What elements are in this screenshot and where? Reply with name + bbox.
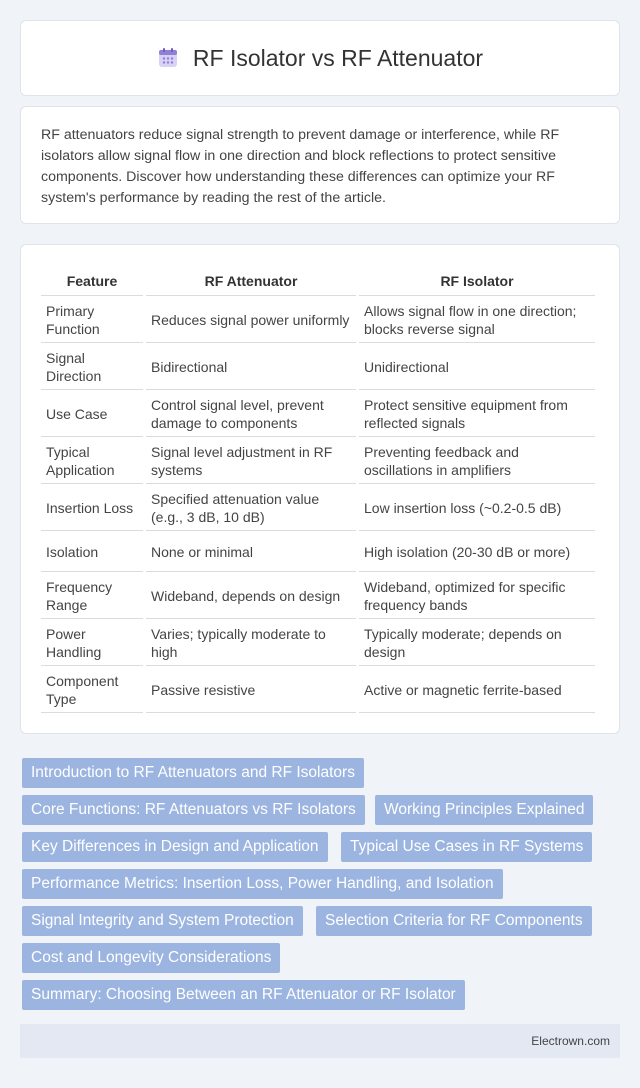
table-row (41, 574, 595, 619)
table-cell-attenuator: Varies; typically moderate to high (146, 621, 356, 666)
table-cell-attenuator: Specified attenuation value (e.g., 3 dB, 10 dB) (146, 486, 356, 531)
tag-key-differences[interactable]: Key Differences in Design and Application (22, 832, 328, 862)
tag-typical-use-cases[interactable]: Typical Use Cases in RF Systems (341, 832, 592, 862)
comparison-table (38, 265, 598, 715)
table-cell-feature: Typical Application (41, 439, 143, 484)
footer-brand[interactable]: Electrown.com (531, 1034, 610, 1048)
tag-cost-longevity[interactable]: Cost and Longevity Considerations (22, 943, 280, 973)
table-cell-attenuator: Reduces signal power uniformly (146, 298, 356, 343)
title-card (20, 20, 620, 96)
table-cell-attenuator: None or minimal (146, 533, 356, 572)
table-cell-feature: Power Handling (41, 621, 143, 666)
table-cell-isolator: Allows signal flow in one direction; blocks reverse signal (359, 298, 595, 343)
intro-text: RF attenuators reduce signal strength to prevent damage or interference, while RF isolators allow signal flow in one direction and block reflections to protect sensitive components. Discover how understanding these differences can optimize your RF system's performance by reading the rest of the article. (41, 127, 560, 206)
tag-selection-criteria[interactable]: Selection Criteria for RF Components (316, 906, 592, 936)
calendar-icon (157, 47, 179, 69)
table-row (41, 486, 595, 531)
table-cell-attenuator: Bidirectional (146, 345, 356, 390)
table-cell-isolator: Low insertion loss (~0.2-0.5 dB) (359, 486, 595, 531)
table-header-row (41, 267, 595, 296)
intro-card (20, 106, 620, 224)
tag-performance-metrics[interactable]: Performance Metrics: Insertion Loss, Power Handling, and Isolation (22, 869, 503, 899)
table-cell-feature: Frequency Range (41, 574, 143, 619)
table-cell-feature: Use Case (41, 392, 143, 437)
table-cell-feature: Primary Function (41, 298, 143, 343)
tag-summary[interactable]: Summary: Choosing Between an RF Attenuator or RF Isolator (22, 980, 465, 1010)
footer (20, 1024, 620, 1058)
table-row (41, 621, 595, 666)
tag-signal-integrity[interactable]: Signal Integrity and System Protection (22, 906, 303, 936)
table-row (41, 298, 595, 343)
header-rf-isolator: RF Isolator (359, 267, 595, 296)
table-cell-attenuator: Signal level adjustment in RF systems (146, 439, 356, 484)
tag-working-principles[interactable]: Working Principles Explained (375, 795, 593, 825)
table-row (41, 533, 595, 572)
header-rf-attenuator: RF Attenuator (146, 267, 356, 296)
header-feature: Feature (41, 267, 143, 296)
table-cell-isolator: Active or magnetic ferrite-based (359, 668, 595, 713)
table-cell-feature: Signal Direction (41, 345, 143, 390)
table-cell-isolator: Preventing feedback and oscillations in amplifiers (359, 439, 595, 484)
table-cell-attenuator: Control signal level, prevent damage to components (146, 392, 356, 437)
table-cell-isolator: Typically moderate; depends on design (359, 621, 595, 666)
table-cell-attenuator: Passive resistive (146, 668, 356, 713)
tag-core-functions[interactable]: Core Functions: RF Attenuators vs RF Isolators (22, 795, 365, 825)
table-row (41, 668, 595, 713)
table-row (41, 392, 595, 437)
table-cell-isolator: Wideband, optimized for specific frequency bands (359, 574, 595, 619)
table-cell-isolator: High isolation (20-30 dB or more) (359, 533, 595, 572)
tag-introduction[interactable]: Introduction to RF Attenuators and RF Isolators (22, 758, 364, 788)
table-row (41, 345, 595, 390)
table-cell-isolator: Protect sensitive equipment from reflected signals (359, 392, 595, 437)
table-row (41, 439, 595, 484)
table-cell-feature: Isolation (41, 533, 143, 572)
table-cell-feature: Insertion Loss (41, 486, 143, 531)
page-title: RF Isolator vs RF Attenuator (192, 44, 484, 71)
table-cell-isolator: Unidirectional (359, 345, 595, 390)
table-cell-feature: Component Type (41, 668, 143, 713)
table-cell-attenuator: Wideband, depends on design (146, 574, 356, 619)
comparison-table-card (20, 244, 620, 734)
